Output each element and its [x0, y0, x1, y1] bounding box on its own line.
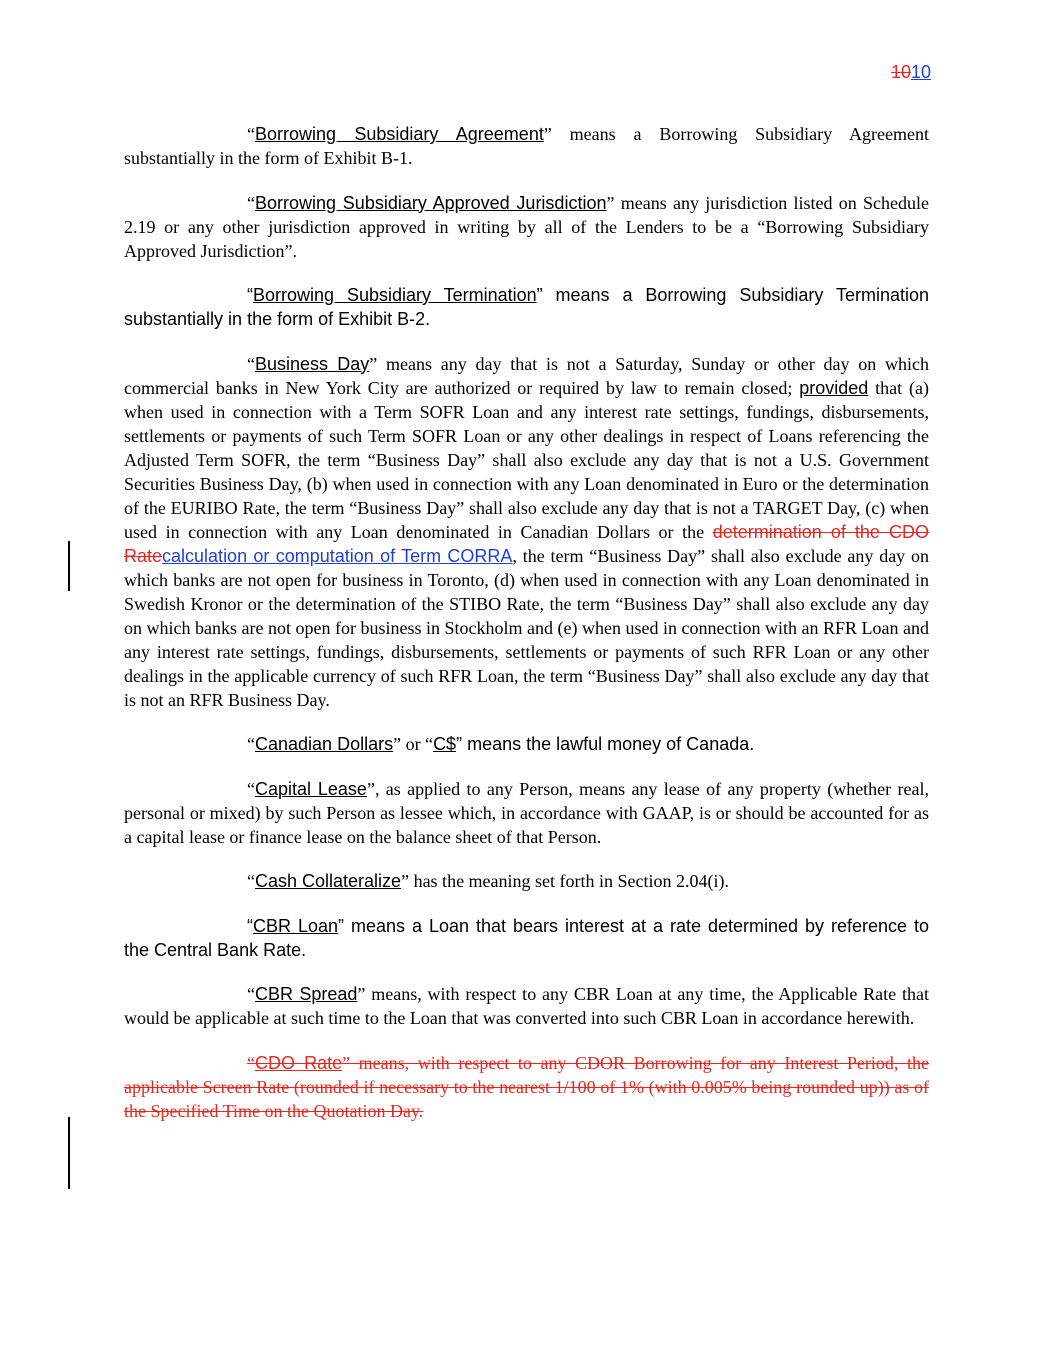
defined-term: Business Day: [255, 353, 370, 374]
defined-term: CBR Loan: [253, 915, 339, 936]
defined-term: CBR Spread: [255, 984, 358, 1004]
document-body: [124, 122, 929, 1143]
defined-term: Cash Collateralize: [255, 871, 402, 891]
provided-term: provided: [799, 377, 869, 398]
definition-paragraph: “Borrowing Subsidiary Termination” means a Borrowing Subsidiary Termination substantially in the form of Exhibit B-2.: [124, 285, 930, 329]
deleted-definition-paragraph: “CDO Rate” means, with respect to any CDOR Borrowing for any Interest Period, the applicable Screen Rate (rounded if necessary to the nearest 1/100 of 1% (with 0.005% being rounded up)) as of the Specified Time on the Quotation Day.: [124, 1052, 929, 1121]
defined-term: Canadian Dollars: [255, 734, 394, 754]
definition-paragraph: “Borrowing Subsidiary Approved Jurisdiction” means any jurisdiction listed on Schedule 2.19 or any other jurisdiction approved in writing by all of the Lenders to be a “Borrowing Subsidiary Approved Jurisdiction”.: [124, 192, 929, 261]
defined-term: Capital Lease: [255, 778, 367, 799]
definition-paragraph: “Borrowing Subsidiary Agreement” means a Borrowing Subsidiary Agreement substantially in the form of Exhibit B-1.: [124, 124, 929, 168]
defined-term: Borrowing Subsidiary Agreement: [255, 124, 544, 144]
defined-term: CDO Rate: [255, 1052, 343, 1073]
page-number-inserted: 10: [910, 62, 931, 82]
page-number-deleted: 10: [890, 62, 911, 82]
defined-term: C$: [433, 734, 457, 754]
deleted-text: determination of the CDO Rate: [124, 521, 929, 566]
definition-paragraph: “CBR Spread” means, with respect to any CBR Loan at any time, the Applicable Rate that would be applicable at such time to the Loan that was converted into such CBR Loan in accordance herewith.: [124, 984, 929, 1028]
definition-paragraph: “Business Day” means any day that is not a Saturday, Sunday or other day on which commercial banks in New York City are authorized or required by law to remain closed; provided that (a) when used in connection with a Term SOFR Loan and any interest rate settings, fundings, disbursements, settlements or payments of such Term SOFR Loan or any other dealings in respect of Loans referencing the Adjusted Term SOFR, the term “Business Day” shall also exclude any day that is not a U.S. Government Securities Business Day, (b) when used in connection with any Loan denominated in Euro or the determination of the EURIBO Rate, the term “Business Day” shall also exclude any day that is not a TARGET Day, (c) when used in connection with any Loan denominated in Canadian Dollars or the determination of the CDO Ratecalculation or computation of Term CORRA, the term “Business Day” shall also exclude any day on which banks are not open for business in Toronto, (d) when used in connection with any Loan denominated in Swedish Kronor or the determination of the STIBO Rate, the term “Business Day” shall also exclude any day on which banks are not open for business in Stockholm and (e) when used in connection with an RFR Loan and any interest rate settings, fundings, disbursements, settlements or payments of such RFR Loan or any other dealings in the applicable currency of such RFR Loan, the term “Business Day” shall also exclude any day that is not an RFR Business Day.: [124, 353, 929, 710]
defined-term: Borrowing Subsidiary Approved Jurisdiction: [255, 192, 607, 213]
definition-paragraph: “Cash Collateralize” has the meaning set forth in Section 2.04(i).: [247, 871, 729, 891]
change-bar: [68, 541, 70, 591]
page-number: [891, 62, 931, 83]
definition-paragraph: “CBR Loan” means a Loan that bears interest at a rate determined by reference to the Central Bank Rate.: [124, 915, 929, 960]
inserted-text: calculation or computation of Term CORRA: [162, 545, 513, 566]
definition-paragraph: “Capital Lease”, as applied to any Person, means any lease of any property (whether real, personal or mixed) by such Person as lessee which, in accordance with GAAP, is or should be accounted for as a capital lease or finance lease on the balance sheet of that Person.: [124, 778, 930, 847]
defined-term: Borrowing Subsidiary Termination: [253, 285, 537, 305]
definition-paragraph: “Canadian Dollars” or “C$” means the lawful money of Canada.: [247, 734, 755, 754]
change-bar: [68, 1117, 70, 1189]
